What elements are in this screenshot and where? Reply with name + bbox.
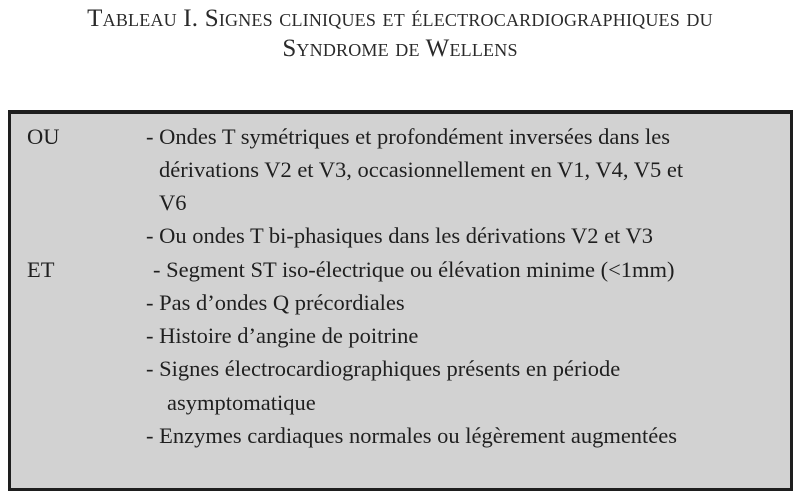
row-text: dérivations V2 et V3, occasionnellement en V1, V4, V5 et bbox=[159, 157, 684, 182]
row-text: - Enzymes cardiaques normales ou légèrement augmentées bbox=[146, 423, 678, 448]
row-text: - Histoire d’angine de poitrine bbox=[146, 323, 419, 348]
row-text: - Signes électrocardiographiques présents en période bbox=[146, 356, 621, 381]
row-text: - Segment ST iso-électrique ou élévation minime (<1mm) bbox=[153, 257, 675, 282]
row-text: V6 bbox=[159, 190, 187, 215]
table-title bbox=[0, 4, 800, 64]
row-label-et: ET bbox=[27, 257, 55, 282]
row-text: asymptomatique bbox=[167, 390, 316, 415]
row-text: - Ondes T symétriques et profondément inversées dans les bbox=[146, 124, 671, 149]
table-title-line-1: Tableau I. Signes cliniques et électrocardiographiques du bbox=[87, 5, 713, 32]
row-label-ou: OU bbox=[27, 124, 60, 149]
row-text: - Pas d’ondes Q précordiales bbox=[146, 290, 405, 315]
row-text: - Ou ondes T bi-phasiques dans les dérivations V2 et V3 bbox=[146, 223, 654, 248]
criteria-box bbox=[8, 110, 793, 491]
table-title-line-2: Syndrome de Wellens bbox=[282, 35, 518, 62]
